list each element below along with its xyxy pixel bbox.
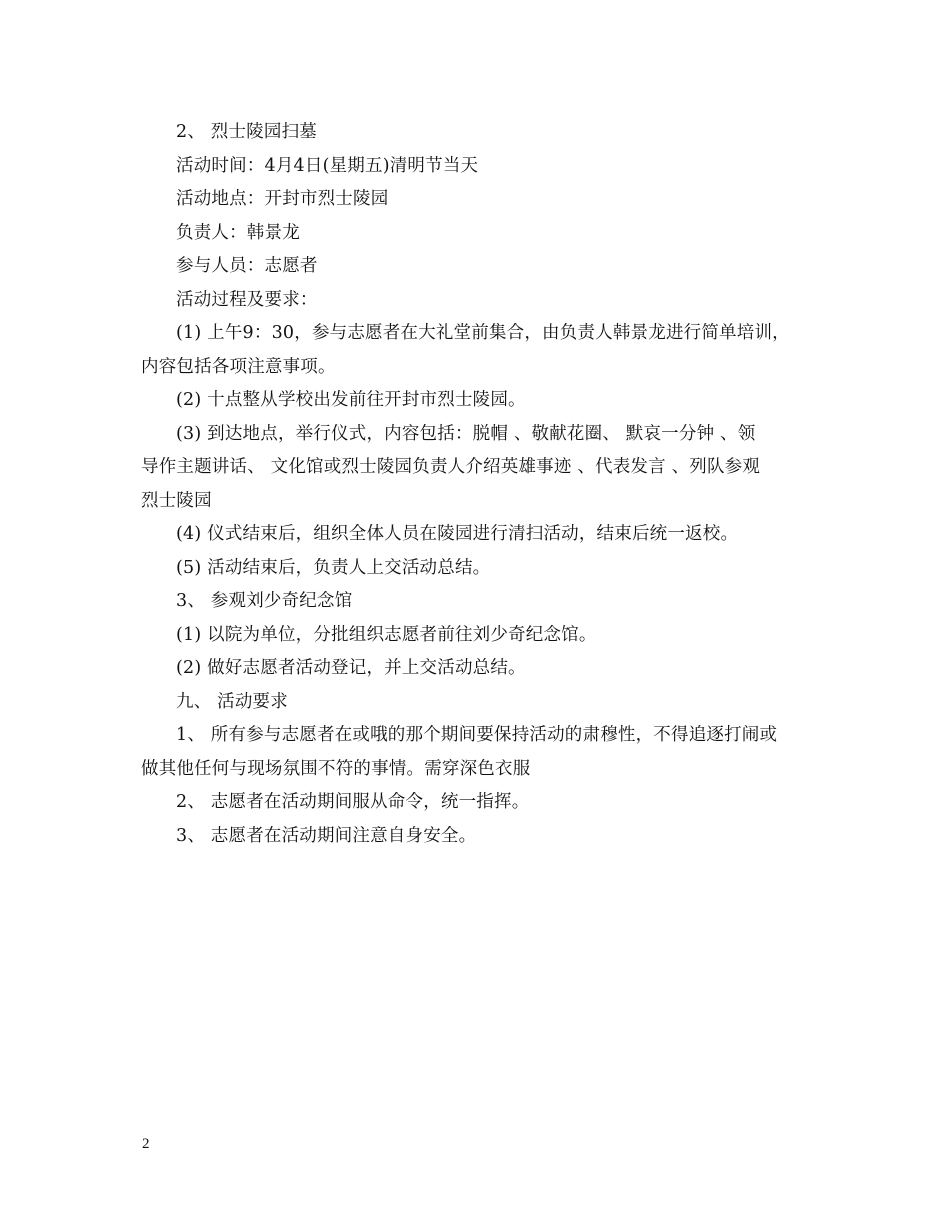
paragraph-line: (4) 仪式结束后，组织全体人员在陵园进行清扫活动，结束后统一返校。 [176, 524, 739, 544]
paragraph-line: 导作主题讲话、 文化馆或烈士陵园负责人介绍英雄事迹 、代表发言 、列队参观 [141, 457, 761, 477]
document-body [141, 116, 821, 853]
paragraph-line: 3、 参观刘少奇纪念馆 [176, 591, 353, 611]
paragraph-line: (5) 活动结束后，负责人上交活动总结。 [176, 557, 491, 578]
paragraph-line: 做其他任何与现场氛围不符的事情。需穿深色衣服 [141, 758, 531, 779]
paragraph-line: 活动过程及要求： [176, 289, 318, 310]
paragraph-line: 内容包括各项注意事项。 [141, 356, 336, 377]
paragraph-line: (3) 到达地点，举行仪式，内容包括：脱帽 、敬献花圈、 默哀一分钟 、领 [176, 423, 756, 444]
paragraph-line: 参与人员：志愿者 [176, 256, 318, 276]
paragraph-line: (2) 做好志愿者活动登记，并上交活动总结。 [176, 658, 526, 678]
paragraph-line: 负责人：韩景龙 [176, 222, 300, 243]
paragraph-line: (2) 十点整从学校出发前往开封市烈士陵园。 [176, 390, 526, 410]
paragraph-line: 1、 所有参与志愿者在或哦的那个期间要保持活动的肃穆性，不得追逐打闹或 [176, 725, 778, 745]
paragraph-line: (1) 以院为单位，分批组织志愿者前往刘少奇纪念馆。 [176, 624, 597, 645]
paragraph-line: 2、 志愿者在活动期间服从命令，统一指挥。 [176, 792, 530, 812]
paragraph-line: 2、 烈士陵园扫墓 [176, 122, 317, 142]
paragraph-line: 九、 活动要求 [176, 691, 288, 712]
paragraph-line: 烈士陵园 [141, 490, 212, 511]
paragraph-line: 活动时间：4月4日(星期五)清明节当天 [176, 155, 479, 176]
paragraph-line: (1) 上午9：30，参与志愿者在大礼堂前集合，由负责人韩景龙进行简单培训， [176, 323, 790, 343]
paragraph-line: 3、 志愿者在活动期间注意自身安全。 [176, 825, 477, 846]
paragraph-line: 活动地点：开封市烈士陵园 [176, 189, 389, 209]
page-number: 2 [142, 1136, 150, 1152]
